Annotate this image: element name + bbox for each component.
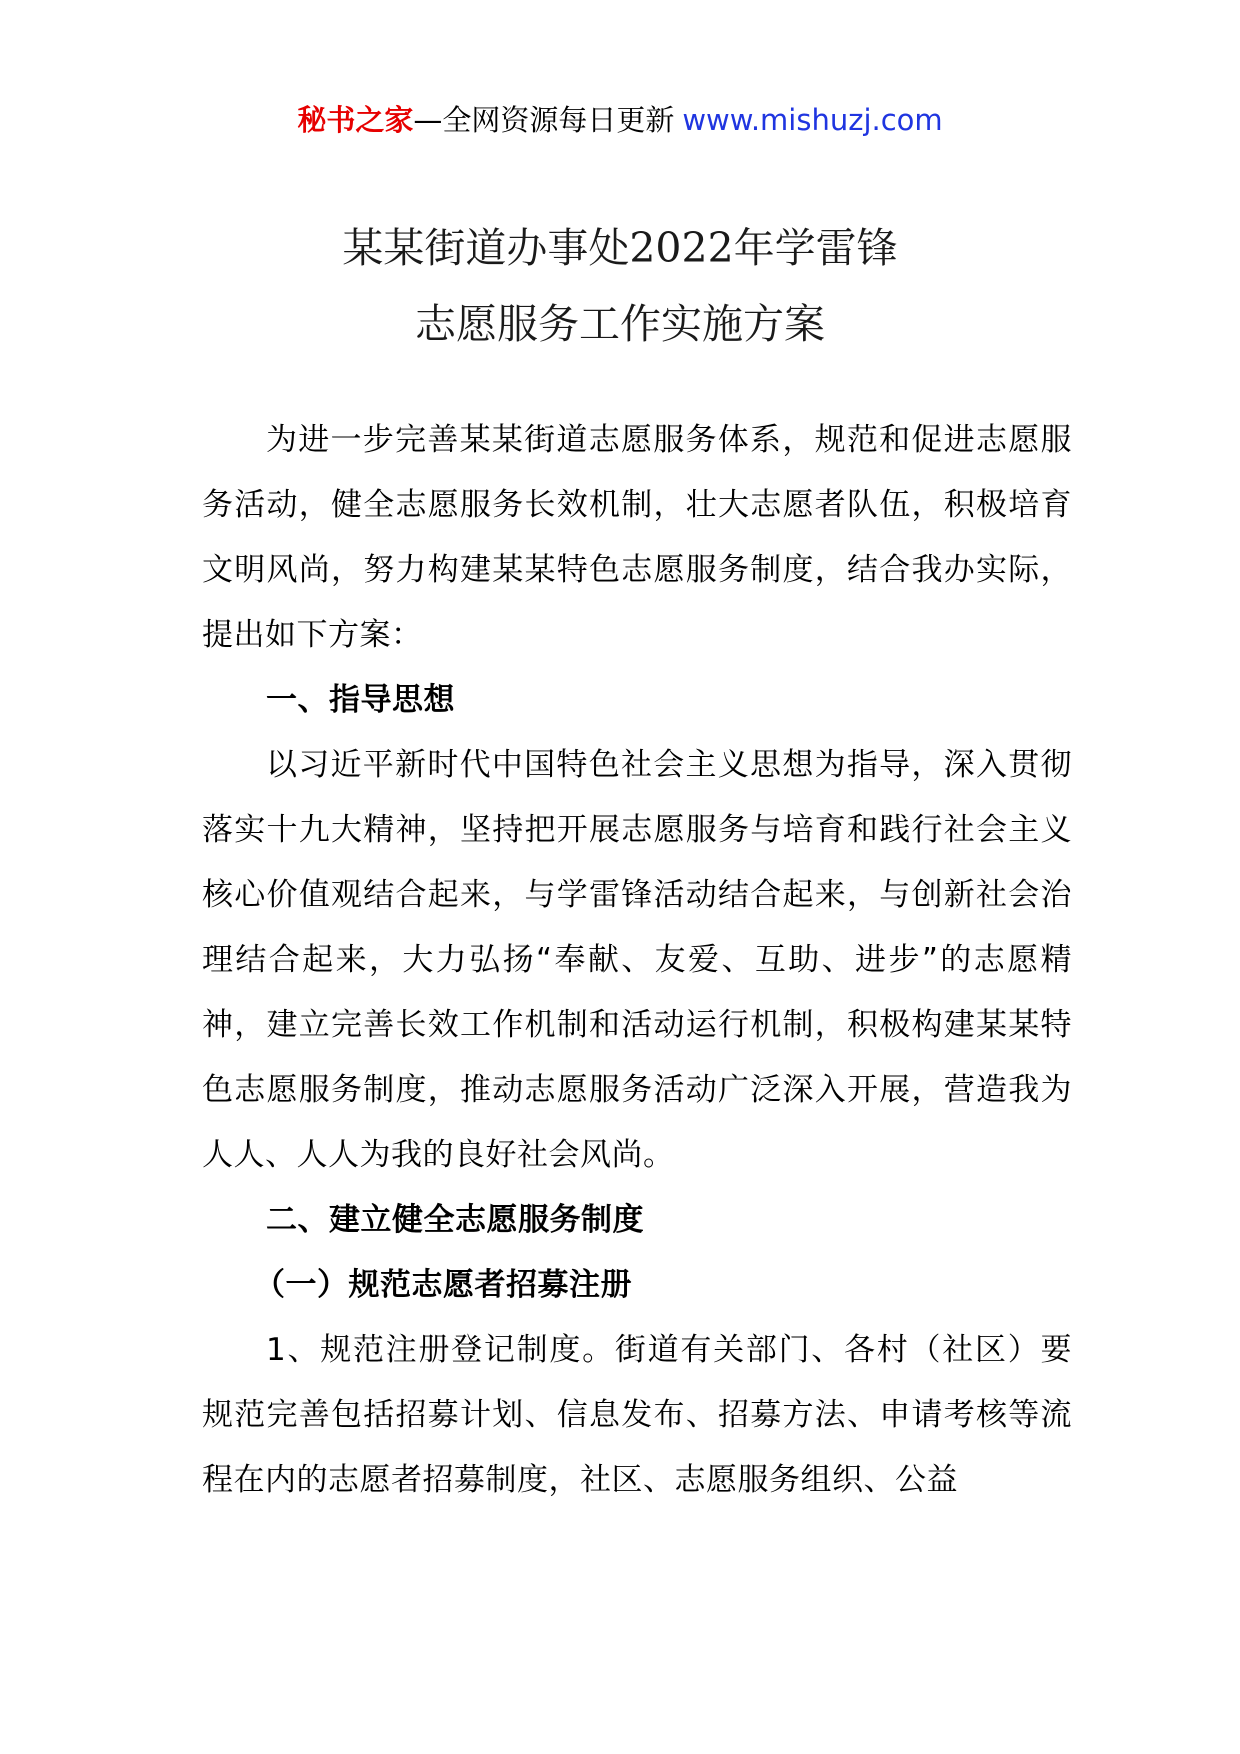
section-heading-volunteer-system: 二、建立健全志愿服务制度 [266, 1202, 644, 1238]
watermark-tagline: —全网资源每日更新 [413, 103, 675, 137]
watermark-header [0, 100, 1240, 140]
subsection-heading-recruitment: （一）规范志愿者招募注册 [254, 1267, 632, 1303]
intro-paragraph: 为进一步完善某某街道志愿服务体系，规范和促进志愿服务活动，健全志愿服务长效机制，壮大志愿者队伍，积极培育文明风尚，努力构建某某特色志愿服务制度，结合我办实际，提出如下方案： [202, 422, 1072, 653]
section-heading-guiding-ideology: 一、指导思想 [266, 682, 455, 718]
registration-paragraph: 1、规范注册登记制度。街道有关部门、各村（社区）要规范完善包括招募计划、信息发布、招募方法、申请考核等流程在内的志愿者招募制度，社区、志愿服务组织、公益 [202, 1332, 1072, 1498]
title-line-2: 志愿服务工作实施方案 [415, 300, 825, 348]
document-title [0, 210, 1240, 362]
guiding-ideology-paragraph: 以习近平新时代中国特色社会主义思想为指导，深入贯彻落实十九大精神，坚持把开展志愿服务与培育和践行社会主义核心价值观结合起来，与学雷锋活动结合起来，与创新社会治理结合起来，大力弘扬“奉献、友爱、互助、进步”的志愿精神，建立完善长效工作机制和活动运行机制，积极构建某某特色志愿服务制度，推动志愿服务活动广泛深入开展，营造我为人人、人人为我的良好社会风尚。 [202, 747, 1072, 1173]
document-body [202, 408, 1072, 1513]
watermark-url[interactable]: www.mishuzj.com [682, 103, 943, 137]
title-line-1: 某某街道办事处2022年学雷锋 [342, 224, 898, 272]
watermark-brand: 秘书之家 [297, 103, 414, 137]
